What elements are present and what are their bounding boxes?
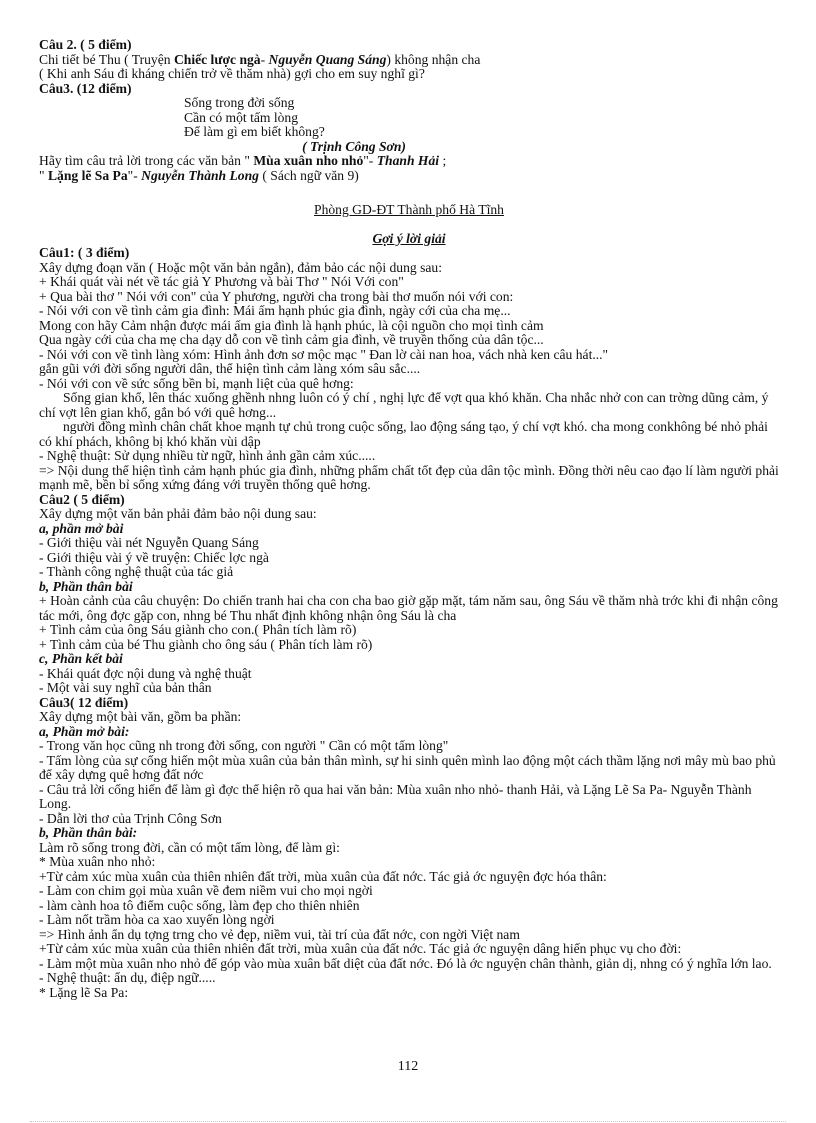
question-2-text: Chi tiết bé Thu ( Truyện Chiếc lược ngà- Nguyễn Quang Sáng) không nhận cha <box>39 51 481 67</box>
question-2-text-2: ( Khi anh Sáu đi kháng chiến trở về thăm nhà) gợi cho em suy nghĩ gì? <box>39 66 425 81</box>
answer-2-paragraph: + Hoàn cảnh của câu chuyện: Do chiến tranh hai cha con cha bao giờ gặp mặt, tám năm sau, ông Sáu về thăm nhà trớc khi đi nhận công tác mới, ông đợc gặp con, nhng bé Thu nhất định không nhận ông Sáu là cha <box>39 593 778 623</box>
answer-3-part-b: b, Phần thân bài: <box>39 825 138 840</box>
document-page <box>39 38 779 1000</box>
answer-2-part-c: c, Phần kết bài <box>39 651 123 666</box>
answer-3-line: - Làm con chim gọi mùa xuân về đem niềm vui cho mọi ngời <box>39 883 373 898</box>
answer-1-line: + Khái quát vài nét về tác giả Y Phương và bài Thơ " Nói Với con" <box>39 274 404 289</box>
answer-1-line: gắn gũi với đời sống người dân, thể hiện tình cảm làng xóm sâu sắc.... <box>39 361 421 376</box>
answer-3-line: - làm cành hoa tô điểm cuộc sống, làm đẹp cho thiên nhiên <box>39 897 360 913</box>
answer-2-line: - Thành công nghệ thuật của tác giả <box>39 564 234 579</box>
answer-3-line: - Nghệ thuật: ẩn dụ, điệp ngữ..... <box>39 970 216 985</box>
answer-3-intro: Xây dựng một bài văn, gồm ba phần: <box>39 709 242 724</box>
poem-line: Để làm gì em biết không? <box>184 124 325 139</box>
answer-2-line: + Tình cảm của bé Thu giành cho ông sáu ( Phân tích làm rõ) <box>39 636 373 652</box>
answer-1-line: Xây dựng đoạn văn ( Hoặc một văn bản ngắn), đảm bảo các nội dung sau: <box>39 259 442 275</box>
answer-3-line: Làm rõ sống trong đời, cần có một tấm lòng, để làm gì: <box>39 839 340 855</box>
answer-3-part-a: a, Phần mở bài: <box>39 723 130 739</box>
poem-line: Cần có một tấm lòng <box>184 109 299 125</box>
answer-3-line: * Mùa xuân nho nhỏ: <box>39 854 156 869</box>
poem-author: ( Trịnh Công Sơn) <box>302 138 406 154</box>
answer-3-heading: Câu3( 12 điểm) <box>39 694 129 710</box>
answer-3-paragraph: +Từ cảm xúc mùa xuân của thiên nhiên đất trời, mùa xuân của đất nớc. Tác giả ớc nguyện dâng hiến phục vụ cho đời: <box>39 941 682 956</box>
poem-line: Sống trong đời sống <box>184 95 295 110</box>
answer-1-heading: Câu1: ( 3 điểm) <box>39 245 130 260</box>
answer-2-heading: Câu2 ( 5 điểm) <box>39 491 125 507</box>
answer-3-line: - Làm nốt trầm hòa ca xao xuyến lòng ngời <box>39 912 275 927</box>
answer-1-line: Mong con hãy Cảm nhận được mái ấm gia đình là hạnh phúc, là cội nguồn cho mọi tình cảm <box>39 317 544 333</box>
answer-2-line: - Khái quát đợc nội dung và nghệ thuật <box>39 665 252 681</box>
answer-2-part-b: b, Phần thân bài <box>39 578 133 594</box>
answer-1-line: - Nói với con về tình làng xóm: Hình ảnh đơn sơ mộc mạc " Đan lờ cài nan hoa, vách nhà ken câu hát..." <box>39 346 609 362</box>
answer-3-paragraph: +Từ cảm xúc mùa xuân của thiên nhiên đất trời, mùa xuân của đất nớc. Tác giả ớc nguyện đợc hóa thân: <box>39 868 607 884</box>
answer-3-paragraph: - Câu trả lời cống hiến để làm gì đợc thể hiện rõ qua hai văn bản: Mùa xuân nho nhỏ- thanh Hải, và Lặng Lẽ Sa Pa- Nguyễn Thành Long. <box>39 781 752 811</box>
question-3-text: Hãy tìm câu trả lời trong các văn bản " Mùa xuân nho nhỏ"- Thanh Hải ; <box>39 153 447 168</box>
answer-3-line: * Lặng lẽ Sa Pa: <box>39 984 129 1000</box>
answer-2-intro: Xây dựng một văn bản phải đảm bảo nội dung sau: <box>39 506 317 521</box>
answer-title: Gợi ý lời giải <box>372 230 446 246</box>
page-bottom-divider <box>30 1121 786 1122</box>
answer-1-paragraph: Sống gian khổ, lên thác xuống ghềnh nhng luôn có ý chí , nghị lực để vợt qua khó khăn. Cha nhắc nhở con can trờng dũng cảm, ý chí vợt lên gian khổ, gắn bó với quê hơng... <box>39 390 769 420</box>
answer-1-line: - Nói với con về sức sống bền bỉ, mạnh liệt của quê hơng: <box>39 375 354 391</box>
page-number: 112 <box>397 1059 419 1074</box>
answer-2-part-a: a, phần mở bài <box>39 520 124 536</box>
answer-2-line: - Giới thiệu vài nét Nguyễn Quang Sáng <box>39 535 259 550</box>
answer-1-line: Qua ngày cới của cha mẹ cha dạy dỗ con về tình cảm gia đình, về truyền thống của dân tộc... <box>39 332 544 347</box>
answer-3-line: - Trong văn học cũng nh trong đời sống, con người " Cần có một tấm lòng" <box>39 738 449 753</box>
answer-3-line: - Dẫn lời thơ của Trịnh Công Sơn <box>39 810 222 826</box>
office-name: Phòng GD-ĐT Thành phố Hà Tĩnh <box>314 202 504 217</box>
poem-quote <box>39 96 779 140</box>
question-2-heading: Câu 2. ( 5 điểm) <box>39 37 132 52</box>
answer-3-paragraph: - Tấm lòng của sự cống hiến một mùa xuân của bản thân mình, sự hi sinh quên mình lao động một cách thầm lặng nơi mây mù bao phủ để xây dựng quê hơng đất nớc <box>39 752 776 782</box>
answer-2-line: - Giới thiệu vài ý về truyện: Chiếc lợc ngà <box>39 549 269 565</box>
answer-2-line: - Một vài suy nghĩ của bản thân <box>39 680 212 695</box>
answer-1-conclusion: => Nội dung thể hiện tình cảm hạnh phúc gia đình, những phẩm chất tốt đẹp của dân tộc mình. Đồng thời nêu cao đạo lí làm người phải mạnh mẽ, bền bỉ sống xứng đáng với truyền thống quê hơng. <box>39 462 779 492</box>
answer-1-art: - Nghệ thuật: Sử dụng nhiều từ ngữ, hình ảnh gần cảm xúc..... <box>39 448 376 463</box>
question-3-heading: Câu3. (12 điểm) <box>39 80 132 96</box>
question-3-text-2: " Lặng lẽ Sa Pa"- Nguyễn Thành Long ( Sách ngữ văn 9) <box>39 167 359 183</box>
answer-1-line: - Nói với con về tình cảm gia đình: Mái ấm hạnh phúc gia đình, ngày cới của cha mẹ... <box>39 303 511 318</box>
answer-2-line: + Tình cảm của ông Sáu giành cho con.( Phân tích làm rõ) <box>39 622 357 637</box>
answer-3-line: => Hình ảnh ẩn dụ tợng trng cho vẻ đẹp, niềm vui, tài trí của đất nớc, con ngời Việt nam <box>39 926 520 942</box>
answer-3-paragraph: - Làm một mùa xuân nho nhỏ để góp vào mùa xuân bất diệt của đất nớc. Đó là ớc nguyện chân thành, giản dị, nhng có ý nghĩa lớn lao. <box>39 955 772 971</box>
answer-1-paragraph: người đồng mình chân chất khoe mạnh tự chủ trong cuộc sống, lao động sáng tạo, ý chí vợt khó. cha mong conkhông bé nhỏ phải có khí phách, không bị khó khăn vùi dập <box>39 419 768 449</box>
answer-1-line: + Qua bài thơ " Nói với con" của Y phương, người cha trong bài thơ muốn nói với con: <box>39 288 514 304</box>
